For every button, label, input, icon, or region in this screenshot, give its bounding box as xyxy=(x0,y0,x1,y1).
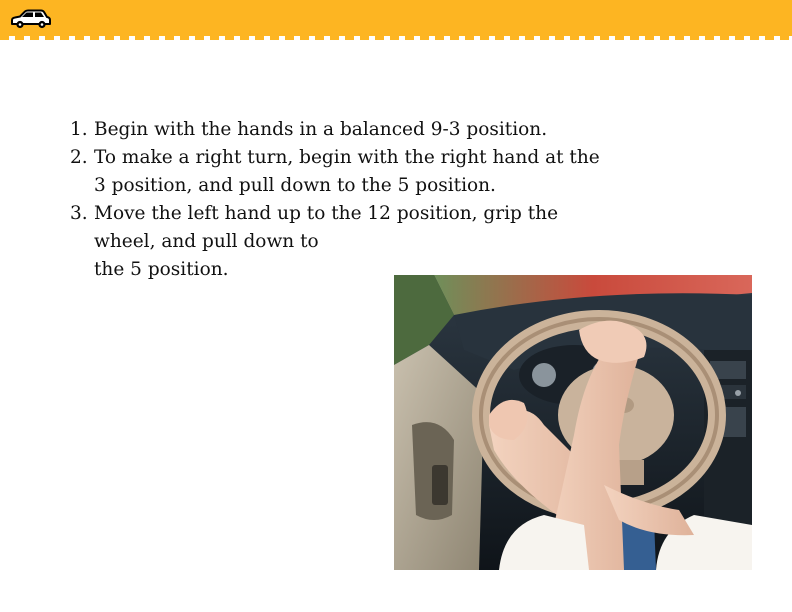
steering-wheel-hands-photo xyxy=(394,275,752,570)
step-number: 2. xyxy=(70,147,88,168)
step-text: 3 position, and pull down to the 5 position. xyxy=(94,175,496,196)
step-number: 1. xyxy=(70,119,88,140)
step-text: Begin with the hands in a balanced 9-3 position. xyxy=(94,119,548,140)
step-number: 3. xyxy=(70,203,88,224)
step-item xyxy=(70,116,630,144)
step-text: To make a right turn, begin with the right hand at the xyxy=(94,147,600,168)
step-text: Move the left hand up to the 12 position, grip the xyxy=(94,203,559,224)
step-item xyxy=(70,144,630,200)
steps-list xyxy=(70,116,630,284)
step-text: wheel, and pull down to xyxy=(94,231,319,252)
step-item xyxy=(70,200,630,284)
step-text: the 5 position. xyxy=(94,259,229,280)
car-icon xyxy=(9,9,53,29)
header-dashed-border xyxy=(0,36,792,40)
header-bar xyxy=(0,0,792,36)
